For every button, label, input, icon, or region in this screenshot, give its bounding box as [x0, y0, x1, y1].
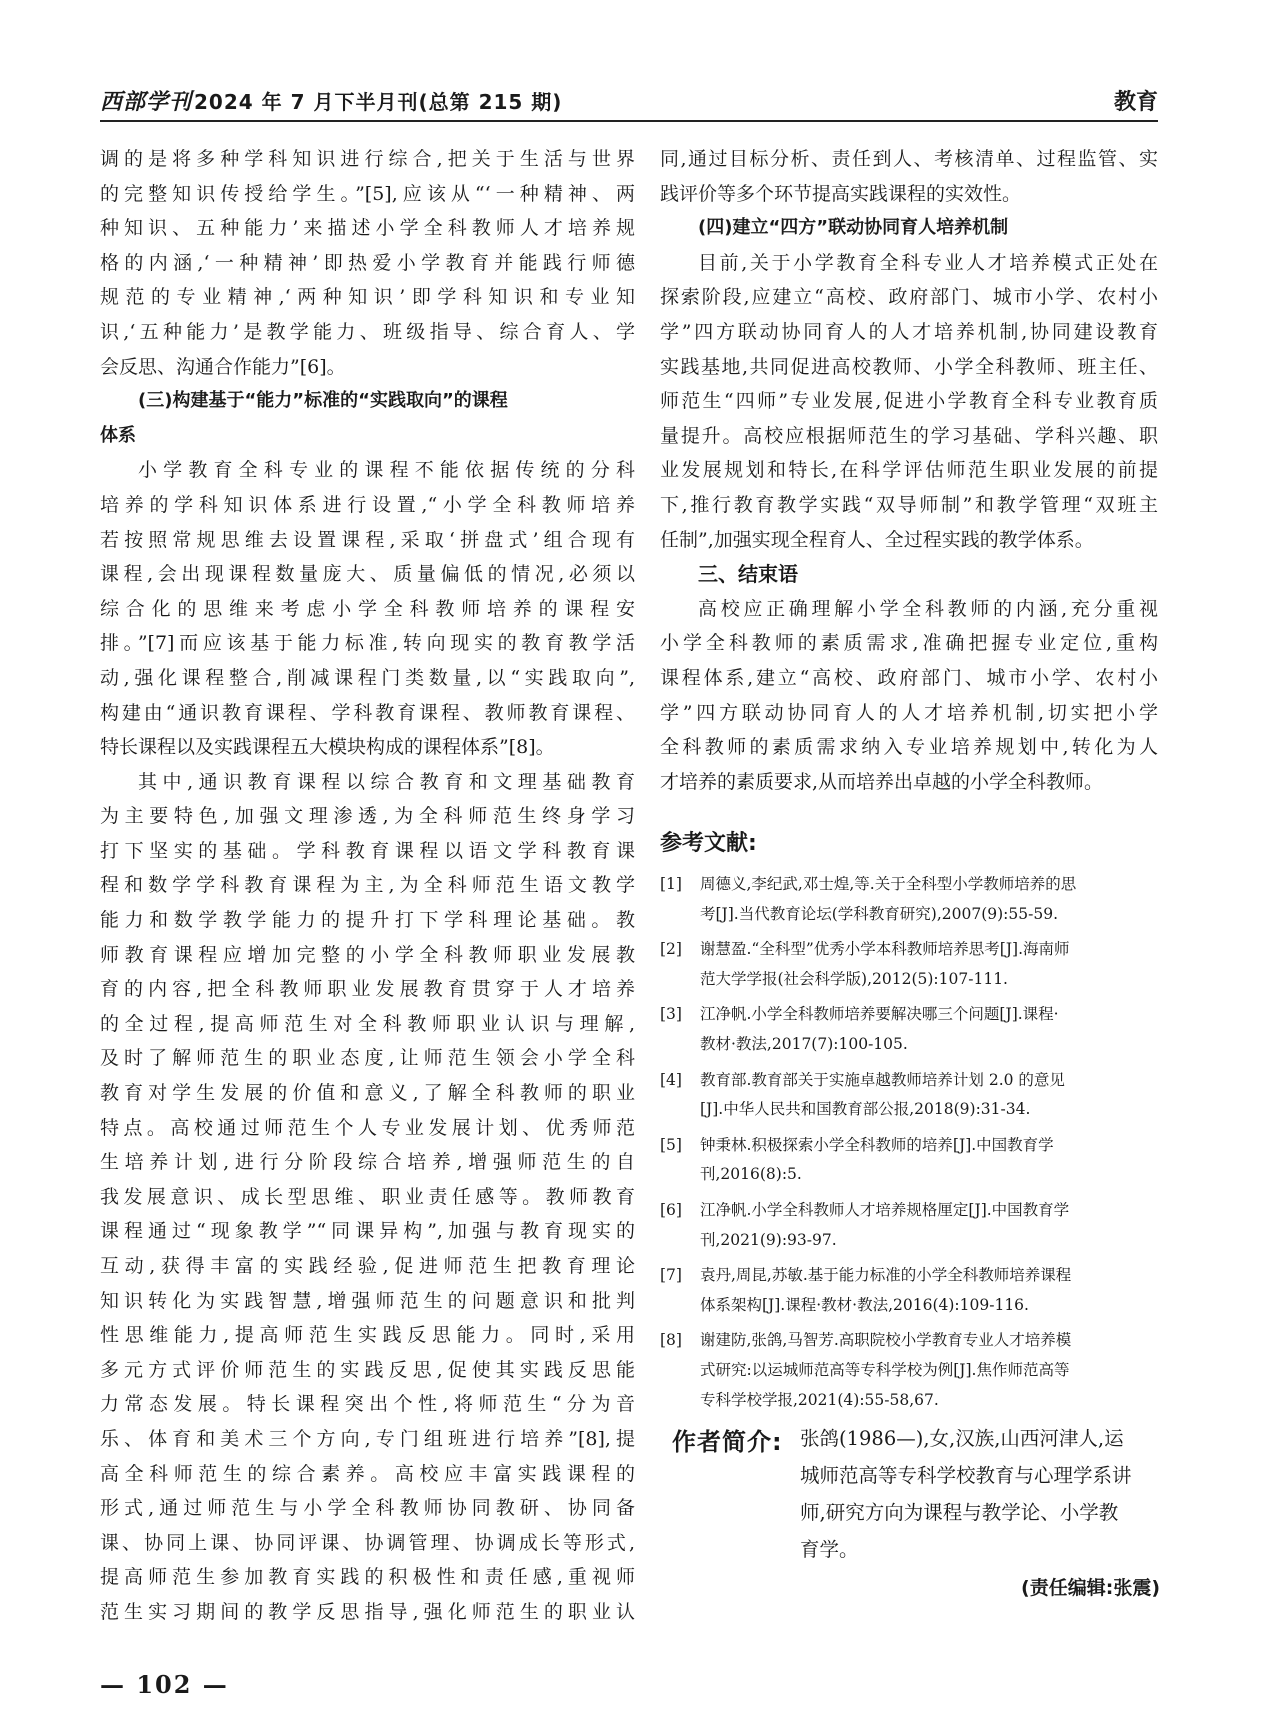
author-bio-label: 作者简介: — [672, 1428, 783, 1456]
reference-number: [6] — [660, 1200, 682, 1219]
body-line: 教育对学生发展的价值和意义,了解全科教师的职业 — [100, 1082, 635, 1105]
body-line: 才培养的素质要求,从而培养出卓越的小学全科教师。 — [660, 770, 1104, 793]
body-line: 识,‘五种能力’是教学能力、班级指导、综合育人、学 — [100, 320, 635, 343]
body-line: 范生实习期间的教学反思指导,强化师范生的职业认 — [100, 1600, 635, 1623]
body-line: 课程,会出现课程数量庞大、质量偏低的情况,必须以 — [100, 563, 635, 586]
body-line: 目前,关于小学教育全科专业人才培养模式正处在 — [698, 251, 1158, 274]
body-line: 小学教育全科专业的课程不能依据传统的分科 — [138, 459, 635, 482]
body-line: 为主要特色,加强文理渗透,为全科师范生终身学习 — [100, 805, 635, 828]
body-line: 量提升。高校应根据师范生的学习基础、学科兴趣、职 — [660, 424, 1158, 447]
body-line: 会反思、沟通合作能力”[6]。 — [100, 355, 346, 378]
body-line: 特点。高校通过师范生个人专业发展计划、优秀师范 — [100, 1116, 635, 1139]
journal-brand: 西部学刊 — [100, 89, 193, 115]
reference-line: 谢慧盈.“全科型”优秀小学本科教师培养思考[J].海南师 — [700, 940, 1070, 959]
body-line: 乐、体育和美术三个方向,专门组班进行培养”[8],提 — [100, 1427, 635, 1450]
body-line: 业发展规划和特长,在科学评估师范生职业发展的前提 — [660, 459, 1158, 482]
body-line: 小学全科教师的素质需求,准确把握专业定位,重构 — [660, 632, 1158, 655]
reference-line: 式研究:以运城师范高等专科学校为例[J].焦作师范高等 — [700, 1360, 1070, 1379]
reference-line: 江净帆.小学全科教师培养要解决哪三个问题[J].课程· — [700, 1005, 1059, 1024]
left-column — [100, 142, 635, 1630]
reference-line: 刊,2016(8):5. — [700, 1165, 802, 1184]
reference-number: [8] — [660, 1331, 682, 1350]
body-line: 的全过程,提高师范生对全科教师职业认识与理解, — [100, 1012, 635, 1035]
author-bio-line: 育学。 — [800, 1538, 859, 1561]
section-heading-conclusion: 三、结束语 — [698, 562, 798, 587]
issue-info: 2024 年 7 月下半月刊(总第 215 期) — [194, 90, 563, 114]
reference-item — [660, 935, 1158, 994]
body-line: 任制”,加强实现全程育人、全过程实践的教学体系。 — [660, 528, 1094, 551]
body-line: 课程通过“现象教学”“同课异构”,加强与教育现实的 — [100, 1220, 635, 1243]
references-title: 参考文献: — [660, 831, 757, 856]
body-line: 形式,通过师范生与小学全科教师协同教研、协同备 — [100, 1497, 635, 1520]
body-line: 课程体系,建立“高校、政府部门、城市小学、农村小 — [660, 666, 1158, 689]
body-line: 种知识、五种能力’来描述小学全科教师人才培养规 — [100, 217, 635, 240]
body-line: 规范的专业精神,‘两种知识’即学科知识和专业知 — [100, 286, 635, 309]
page-number: — 102 — — [100, 1670, 229, 1699]
body-line: 践评价等多个环节提高实践课程的实效性。 — [660, 182, 1022, 205]
reference-line: 考[J].当代教育论坛(学科教育研究),2007(9):55-59. — [700, 904, 1058, 923]
body-line: 提高师范生参加教育实践的积极性和责任感,重视师 — [100, 1566, 635, 1589]
reference-item — [660, 1131, 1158, 1190]
author-bio-line: 城师范高等专科学校教育与心理学系讲 — [800, 1464, 1132, 1487]
section-name: 教育 — [1113, 90, 1158, 115]
references-list — [660, 870, 1158, 1421]
body-line: 构建由“通识教育课程、学科教育课程、教师教育课程、 — [100, 701, 635, 724]
body-line: 师教育课程应增加完整的小学全科教师职业发展教 — [100, 943, 635, 966]
body-line: 师范生“四师”专业发展,促进小学教育全科专业教育质 — [660, 390, 1158, 413]
author-bio-text — [800, 1420, 1132, 1568]
journal-masthead — [100, 85, 562, 116]
reference-number: [2] — [660, 940, 682, 959]
body-line: 生培养计划,进行分阶段综合培养,增强师范生的自 — [100, 1151, 635, 1174]
body-line: 学”四方联动协同育人的人才培养机制,协同建设教育 — [660, 320, 1158, 343]
reference-line: 刊,2021(9):93-97. — [700, 1230, 837, 1249]
reference-line: 袁丹,周昆,苏敏.基于能力标准的小学全科教师培养课程 — [700, 1266, 1072, 1285]
reference-item — [660, 1000, 1158, 1059]
reference-number: [1] — [660, 875, 682, 893]
body-line: 打下坚实的基础。学科教育课程以语文学科教育课 — [100, 839, 635, 862]
body-line: 学”四方联动协同育人的人才培养机制,切实把小学 — [660, 701, 1158, 724]
responsible-editor: (责任编辑:张震) — [1021, 1577, 1160, 1599]
body-line: 若按照常规思维去设置课程,采取‘拼盘式’组合现有 — [100, 528, 635, 551]
reference-number: [4] — [660, 1070, 682, 1089]
body-line: 探索阶段,应建立“高校、政府部门、城市小学、农村小 — [660, 286, 1158, 309]
body-line: 培养的学科知识体系进行设置,“小学全科教师培养 — [100, 493, 635, 516]
reference-line: 周德义,李纪武,邓士煌,等.关于全科型小学教师培养的思 — [700, 875, 1077, 893]
reference-line: 教材·教法,2017(7):100-105. — [700, 1034, 908, 1053]
author-bio-line: 师,研究方向为课程与教学论、小学教 — [800, 1501, 1119, 1524]
section-heading-3-cont: 体系 — [100, 424, 136, 446]
reference-number: [5] — [660, 1135, 682, 1154]
reference-line: 谢建防,张鸽,马智芳.高职院校小学教育专业人才培养模 — [700, 1331, 1072, 1350]
body-line: 高校应正确理解小学全科教师的内涵,充分重视 — [698, 597, 1158, 620]
reference-item — [660, 1261, 1158, 1320]
reference-line: 教育部.教育部关于实施卓越教师培养计划 2.0 的意见 — [700, 1070, 1065, 1089]
author-bio-line: 张鸽(1986—),女,汉族,山西河津人,运 — [800, 1427, 1124, 1450]
body-line: 同,通过目标分析、责任到人、考核清单、过程监管、实 — [660, 148, 1158, 170]
body-line: 格的内涵,‘一种精神’即热爱小学教育并能践行师德 — [100, 251, 635, 274]
reference-line: 江净帆.小学全科教师人才培养规格厘定[J].中国教育学 — [700, 1200, 1070, 1219]
reference-line: 体系架构[J].课程·教材·教法,2016(4):109-116. — [700, 1295, 1029, 1314]
body-line: 知识转化为实践智慧,增强师范生的问题意识和批判 — [100, 1289, 635, 1312]
body-line: 及时了解师范生的职业态度,让师范生领会小学全科 — [100, 1047, 635, 1070]
body-line: 全科教师的素质需求纳入专业培养规划中,转化为人 — [660, 736, 1158, 759]
reference-item — [660, 1196, 1158, 1255]
body-line: 我发展意识、成长型思维、职业责任感等。教师教育 — [100, 1185, 635, 1208]
reference-item — [660, 1326, 1158, 1415]
body-line: 下,推行教育教学实践“双导师制”和教学管理“双班主 — [660, 493, 1158, 516]
body-line: 特长课程以及实践课程五大模块构成的课程体系”[8]。 — [100, 736, 555, 759]
body-line: 多元方式评价师范生的实践反思,促使其实践反思能 — [100, 1358, 635, 1381]
body-line: 互动,获得丰富的实践经验,促进师范生把教育理论 — [100, 1255, 635, 1277]
reference-number: [3] — [660, 1005, 682, 1024]
body-line: 性思维能力,提高师范生实践反思能力。同时,采用 — [100, 1324, 635, 1347]
body-line: 其中,通识教育课程以综合教育和文理基础教育 — [138, 770, 635, 793]
body-line: 动,强化课程整合,削减课程门类数量,以“实践取向”, — [100, 666, 635, 689]
body-line: 的完整知识传授给学生。”[5],应该从“‘一种精神、两 — [100, 182, 635, 205]
right-column — [660, 142, 1158, 799]
body-line: 育的内容,把全科教师职业发展教育贯穿于人才培养 — [100, 978, 635, 1001]
body-line: 综合化的思维来考虑小学全科教师培养的课程安 — [100, 597, 635, 620]
body-line: 课、协同上课、协同评课、协调管理、协调成长等形式, — [100, 1531, 635, 1554]
section-heading-3: (三)构建基于“能力”标准的“实践取向”的课程 — [138, 390, 508, 412]
reference-line: 钟秉林.积极探索小学全科教师的培养[J].中国教育学 — [700, 1135, 1054, 1154]
section-heading-4: (四)建立“四方”联动协同育人培养机制 — [698, 217, 1009, 239]
reference-line: 范大学学报(社会科学版),2012(5):107-111. — [700, 969, 1008, 988]
body-line: 排。”[7]而应该基于能力标准,转向现实的教育教学活 — [100, 632, 635, 655]
body-line: 程和数学学科教育课程为主,为全科师范生语文教学 — [100, 874, 635, 897]
reference-line: 专科学校学报,2021(4):55-58,67. — [700, 1390, 939, 1409]
body-line: 能力和数学教学能力的提升打下学科理论基础。教 — [100, 909, 635, 932]
body-line: 力常态发展。特长课程突出个性,将师范生“分为音 — [100, 1393, 635, 1416]
reference-number: [7] — [660, 1266, 682, 1285]
reference-item — [660, 870, 1158, 929]
reference-line: [J].中华人民共和国教育部公报,2018(9):31-34. — [700, 1100, 1031, 1119]
body-line: 调的是将多种学科知识进行综合,把关于生活与世界 — [100, 148, 635, 170]
reference-item — [660, 1066, 1158, 1125]
body-line: 实践基地,共同促进高校教师、小学全科教师、班主任、 — [660, 355, 1158, 378]
running-header — [100, 86, 1158, 122]
body-line: 高全科师范生的综合素养。高校应丰富实践课程的 — [100, 1462, 635, 1485]
